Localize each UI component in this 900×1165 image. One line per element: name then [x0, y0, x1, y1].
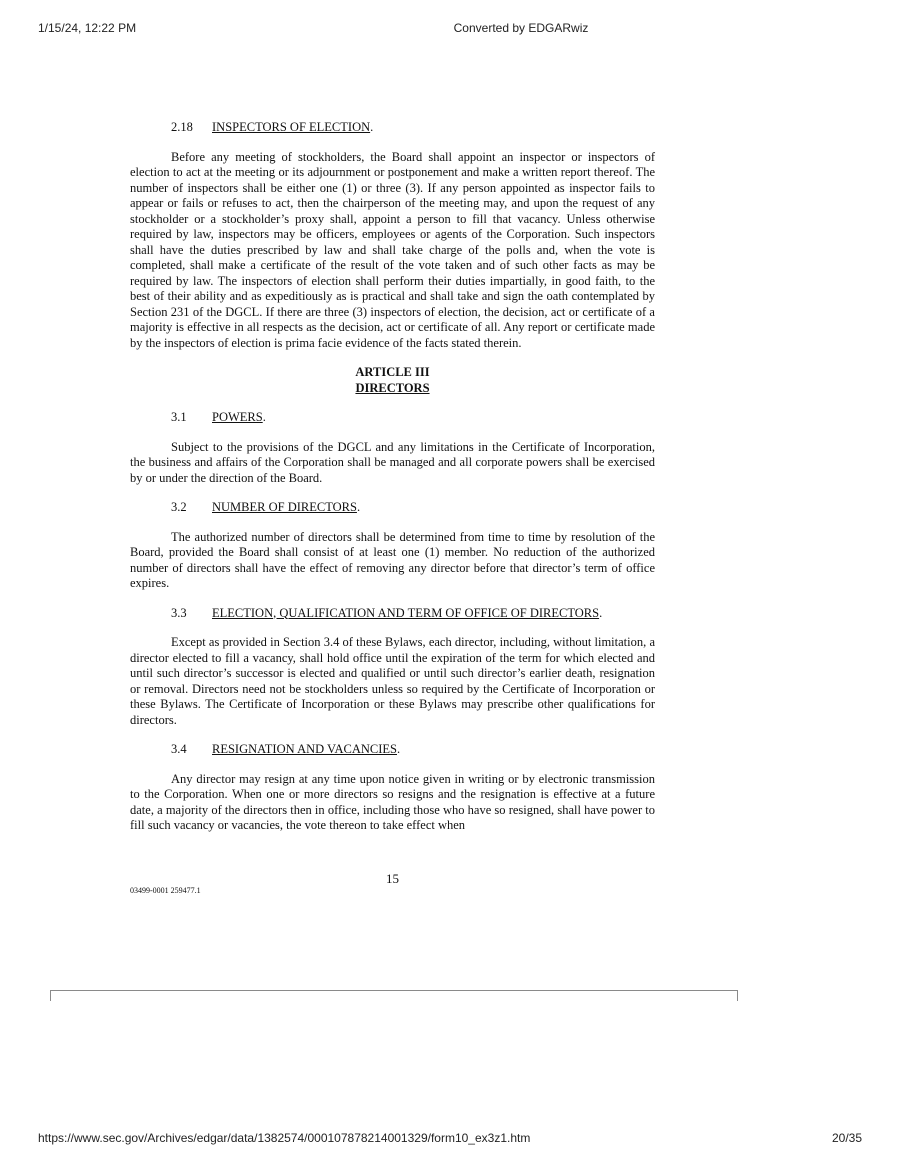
page-number: 15 [386, 871, 399, 886]
section-heading-3-4: 3.4 RESIGNATION AND VACANCIES. [171, 742, 401, 756]
section-paragraph: The authorized number of directors shall be determined from time to time by resolution of the Board, provided the Board shall consist of at least one (1) member. No reduction of the authorized number of directors shall have the effect of removing any director before that director’s term of office expires. [130, 529, 655, 590]
section-title: ELECTION, QUALIFICATION AND TERM OF OFFICE OF DIRECTORS [212, 605, 600, 620]
section-paragraph: Before any meeting of stockholders, the Board shall appoint an inspector or inspectors of election to act at the meeting or its adjournment or postponement and make a written report thereof. The number of inspectors shall be either one (1) or three (3). If any person appointed as inspector fails to appear or fails or refuses to act, then the chairperson of the meeting may, and upon the request of any stockholder or a stockholder’s proxy shall, appoint a person to fill that vacancy. Unless otherwise required by law, inspectors may be officers, employees or agents of the Corporation. Such inspectors shall have the duties prescribed by law and shall take charge of the polls and, when the vote is completed, shall make a certificate of the result of the vote taken and of such other facts as may be required by law. The inspectors of election shall perform their duties impartially, in good faith, to the best of their ability and as expeditiously as is practical and shall take and sign the oath contemplated by Section 231 of the DGCL. If there are three (3) inspectors of election, the decision, act or certificate of a majority is effective in all respects as the decision, act or certificate of all. Any report or certificate made by the inspectors of election is prima facie evidence of the facts stated therein. [130, 149, 655, 350]
document-id: 03499-0001 259477.1 [130, 886, 201, 895]
page-divider [50, 990, 738, 1001]
section-title: RESIGNATION AND VACANCIES [212, 742, 397, 756]
print-datetime: 1/15/24, 12:22 PM [38, 21, 137, 35]
section-number: 2.18 [171, 120, 193, 134]
section-number: 3.2 [171, 500, 187, 514]
converter-credit: Converted by EDGARwiz [453, 21, 589, 35]
section-heading-3-1: 3.1 POWERS. [171, 410, 266, 424]
section-paragraph: Except as provided in Section 3.4 of these Bylaws, each director, including, without limitation, a director elected to fill a vacancy, shall hold office until the expiration of the term for which elected and until such director’s successor is elected and qualified or until such director’s earlier death, resignation or removal. Directors need not be stockholders unless so required by the Certificate of Incorporation or these Bylaws. The Certificate of Incorporation or these Bylaws may prescribe other qualifications for directors. [130, 635, 655, 727]
article-title: DIRECTORS [355, 380, 430, 395]
section-title: NUMBER OF DIRECTORS [212, 500, 357, 514]
section-number: 3.4 [171, 742, 187, 756]
section-paragraph: Subject to the provisions of the DGCL and any limitations in the Certificate of Incorporation, the business and affairs of the Corporation shall be managed and all corporate powers shall be exercised by or under the direction of the Board. [130, 439, 655, 485]
section-heading-3-2: 3.2 NUMBER OF DIRECTORS. [171, 500, 361, 514]
section-title: POWERS [212, 410, 263, 424]
page-counter: 20/35 [831, 1131, 862, 1145]
section-paragraph: Any director may resign at any time upon notice given in writing or by electronic transmission to the Corporation. When one or more directors so resigns and the resignation is effective at a future date, a majority of the directors then in office, including those who have so resigned, shall have power to fill such vacancy or vacancies, the vote thereon to take effect when [130, 771, 655, 832]
section-heading-2-18: 2.18 INSPECTORS OF ELECTION. [171, 120, 374, 134]
article-number: ARTICLE III [355, 365, 430, 379]
document-body [130, 120, 655, 834]
source-url[interactable]: https://www.sec.gov/Archives/edgar/data/1382574/000107878214001329/form10_ex3z1.htm [38, 1131, 531, 1145]
section-title: INSPECTORS OF ELECTION [212, 120, 371, 134]
section-number: 3.3 [171, 605, 187, 620]
section-number: 3.1 [171, 410, 187, 424]
section-heading-3-3: 3.3 ELECTION, QUALIFICATION AND TERM OF OFFICE OF DIRECTORS. [171, 605, 603, 620]
